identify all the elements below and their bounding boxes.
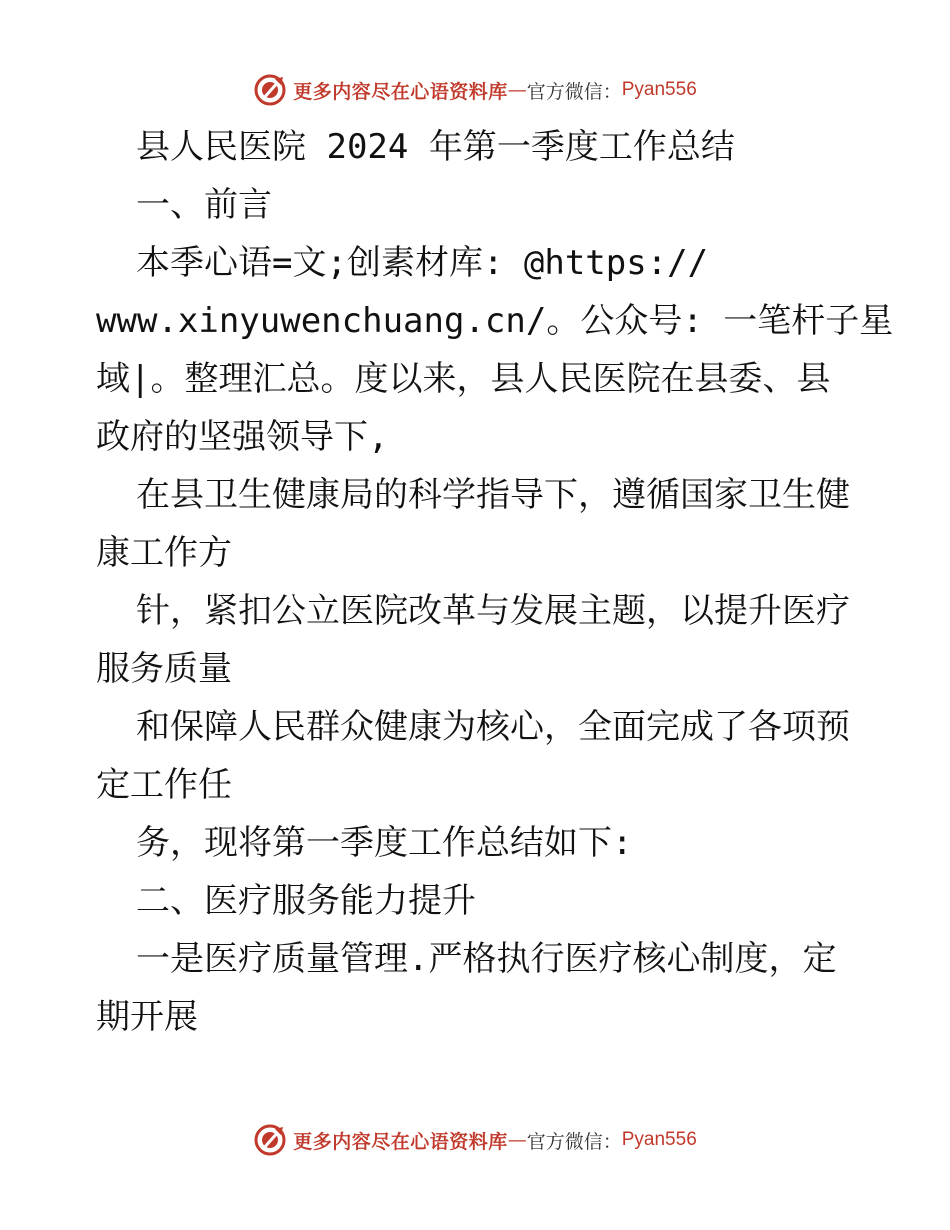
banner-wechat-id: Pyan556	[621, 79, 697, 100]
paragraph-line: 服务质量	[96, 649, 232, 689]
document-body	[96, 118, 894, 1046]
paragraph-line: 域|。整理汇总。度以来，县人民医院在县委、县	[96, 359, 831, 399]
banner-separator: —	[507, 1129, 527, 1151]
paragraph-line: 针，紧扣公立医院改革与发展主题，以提升医疗	[136, 591, 850, 631]
footer-banner	[0, 1120, 950, 1160]
paragraph-line: 康工作方	[96, 533, 232, 573]
paragraph-line: 一是医疗质量管理.严格执行医疗核心制度，定	[136, 939, 837, 979]
banner-main-text: 更多内容尽在心语资料库	[293, 1130, 508, 1153]
brand-logo-icon	[253, 1123, 287, 1157]
paragraph-line: 务，现将第一季度工作总结如下:	[136, 823, 633, 863]
paragraph-line: 在县卫生健康局的科学指导下，遵循国家卫生健	[136, 475, 850, 515]
doc-title: 县人民医院 2024 年第一季度工作总结	[136, 127, 735, 167]
banner-wechat-label: 官方微信：	[526, 1130, 622, 1153]
paragraph-line: 本季心语=文;创素材库: @https://	[136, 243, 709, 283]
banner-main-text: 更多内容尽在心语资料库	[293, 80, 508, 103]
paragraph-line: 政府的坚强领导下,	[96, 417, 389, 457]
banner-separator: —	[507, 79, 527, 101]
paragraph-line: 定工作任	[96, 765, 232, 805]
brand-logo-icon	[253, 73, 287, 107]
paragraph-line: 和保障人民群众健康为核心，全面完成了各项预	[136, 707, 850, 747]
header-banner	[0, 70, 950, 110]
banner-wechat-id: Pyan556	[621, 1129, 697, 1150]
paragraph-line: www.xinyuwenchuang.cn/。公众号: 一笔杆子星	[96, 301, 894, 341]
banner-wechat-label: 官方微信：	[526, 80, 622, 103]
section-heading: 二、医疗服务能力提升	[136, 881, 476, 921]
paragraph-line: 期开展	[96, 997, 198, 1037]
section-heading: 一、前言	[136, 185, 272, 225]
